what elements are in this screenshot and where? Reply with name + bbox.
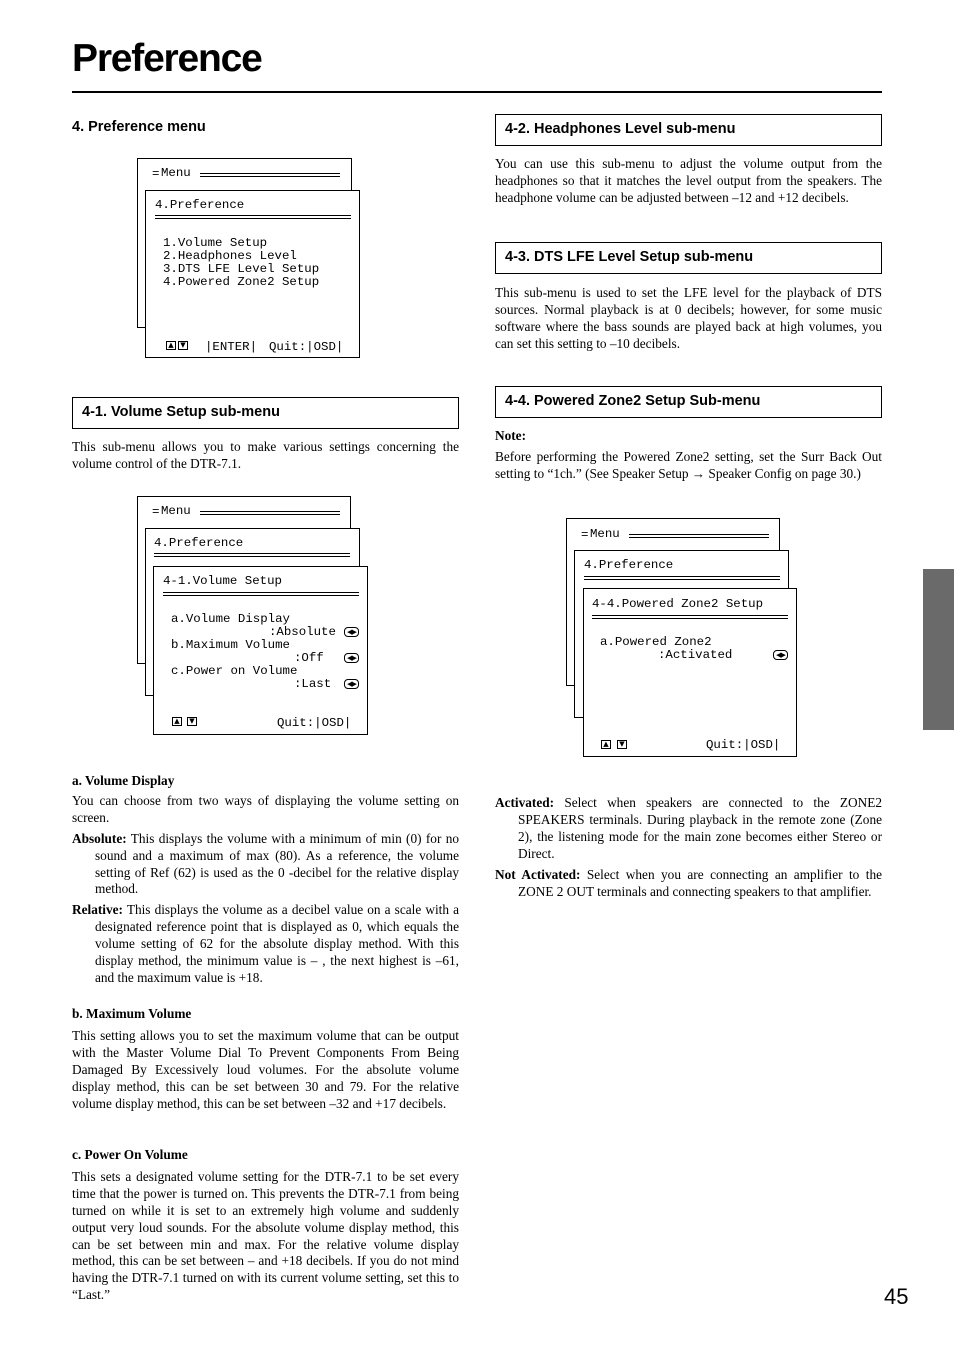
volume-display-value: :Absolute <box>269 625 336 639</box>
powered-zone2-heading: 4-4. Powered Zone2 Setup Sub-menu <box>495 386 882 418</box>
powered-zone2-option[interactable]: a.Powered Zone2 <box>600 635 712 649</box>
relative-item <box>72 902 459 987</box>
menu-item-dts-lfe-level-setup[interactable]: 3.DTS LFE Level Setup <box>163 262 320 276</box>
maximum-volume-section <box>72 1006 459 1112</box>
page-number: 45 <box>884 1284 909 1309</box>
activated-label: Activated: <box>495 795 555 810</box>
maximum-volume-title: b. Maximum Volume <box>72 1006 192 1021</box>
relative-label: Relative: <box>72 902 123 918</box>
volume-setup-heading: 4-1. Volume Setup sub-menu <box>72 397 459 429</box>
enter-hint: |ENTER| <box>205 340 258 354</box>
relative-text: This displays the volume as a decibel value on a scale with a designated reference point that is displayed as 0, which equals the volume setting of 62 for the absolute display method. With this display method, the minimum value is – , the next highest is –61, and the maximum value is +18. <box>95 902 459 985</box>
maximum-volume-text: This setting allows you to set the maximum volume that can be output with the Master Volume Dial To Prevent Components From Being Damaged By Excessively loud volumes. For the absolute volume display method, this can be set between 30 and 79. For the relative volume display method, this can be set between –32 and +17 decibels. <box>72 1027 459 1111</box>
quit-hint: Quit:|OSD| <box>277 716 352 730</box>
menu-item-volume-setup[interactable]: 1.Volume Setup <box>163 236 268 250</box>
menu-label: Menu <box>161 504 191 518</box>
powered-zone2-title: 4-4.Powered Zone2 Setup <box>592 597 764 611</box>
activated-item <box>495 795 882 863</box>
menu-item-headphones-level[interactable]: 2.Headphones Level <box>163 249 297 263</box>
powered-zone2-window <box>583 588 797 757</box>
volume-display-option[interactable]: a.Volume Display <box>171 612 290 626</box>
absolute-item <box>72 831 459 899</box>
down-arrow-icon: ▼ <box>187 717 197 726</box>
up-arrow-icon: ▲ <box>172 717 182 726</box>
note-label: Note: <box>495 428 527 443</box>
menu-window-back: = Menu <box>137 496 351 664</box>
power-on-volume-section <box>72 1147 459 1304</box>
headphones-level-heading: 4-2. Headphones Level sub-menu <box>495 114 882 146</box>
note-text: Before performing the Powered Zone2 setting, set the Surr Back Out setting to “1ch.” (See Speaker Setup → Speaker Config on page 30.) <box>495 448 882 481</box>
powered-zone2-screen <box>566 518 798 758</box>
menu-item-powered-zone2-setup[interactable]: 4.Powered Zone2 Setup <box>163 275 320 289</box>
not-activated-label: Not Activated: <box>495 866 581 882</box>
power-on-volume-title: c. Power On Volume <box>72 1147 188 1162</box>
volume-display-section <box>72 773 459 987</box>
note-section <box>495 428 882 483</box>
absolute-label: Absolute: <box>72 830 127 846</box>
volume-display-text: You can choose from two ways of displaying the volume setting on screen. <box>72 792 459 825</box>
volume-setup-window <box>153 566 368 735</box>
volume-setup-intro: This sub-menu allows you to make various settings concerning the volume control of the DTR-7.1. <box>72 439 459 471</box>
left-right-arrow-icon: ◀▶ <box>773 650 788 660</box>
left-right-arrow-icon: ◀▶ <box>344 627 359 637</box>
menu-window-back: = Menu <box>137 158 352 328</box>
headphones-level-text: You can use this sub-menu to adjust the volume output from the headphones so that it matches the level output from the speakers. The headphone volume can be adjusted between –12 and +12 decibels. <box>495 156 882 205</box>
quit-hint: Quit:|OSD| <box>269 340 344 354</box>
maximum-volume-option[interactable]: b.Maximum Volume <box>171 638 290 652</box>
power-on-volume-option[interactable]: c.Power on Volume <box>171 664 298 678</box>
volume-setup-title: 4-1.Volume Setup <box>163 574 282 588</box>
left-right-arrow-icon: ◀▶ <box>344 679 359 689</box>
up-arrow-icon: ▲ <box>166 341 176 350</box>
power-on-volume-value: :Last <box>294 677 332 691</box>
powered-zone2-value: :Activated <box>658 648 733 662</box>
up-arrow-icon: ▲ <box>601 740 611 749</box>
preference-menu-screen <box>137 158 367 360</box>
menu-label: Menu <box>590 527 620 541</box>
down-arrow-icon: ▼ <box>617 740 627 749</box>
preference-window <box>145 190 360 358</box>
preference-label: 4.Preference <box>155 198 245 212</box>
preference-menu-heading: 4. Preference menu <box>72 119 206 135</box>
zone2-options <box>495 795 882 900</box>
preference-label: 4.Preference <box>584 558 674 572</box>
maximum-volume-value: :Off <box>294 651 324 665</box>
title-rule <box>72 91 882 93</box>
preference-label: 4.Preference <box>154 536 244 550</box>
not-activated-item <box>495 867 882 901</box>
section-thumb-tab <box>923 569 954 730</box>
volume-display-title: a. Volume Display <box>72 773 175 788</box>
menu-label: Menu <box>161 166 191 180</box>
activated-text: Select when speakers are connected to the ZONE2 SPEAKERS terminals. During playback in the remote zone (Zone 2), the listening mode for the main zone becomes either Stereo or Direct. <box>518 795 882 861</box>
dts-lfe-heading: 4-3. DTS LFE Level Setup sub-menu <box>495 242 882 274</box>
volume-setup-screen <box>137 496 369 736</box>
power-on-volume-text: This sets a designated volume setting for the DTR-7.1 to be set every time that the power is turned on. This prevents the DTR-7.1 from being turned on while it is set to an extremely high volume and suddenly output very loud sounds. For the absolute volume display method, this can be set between min and max. For the relative volume display method, this can be set between – and +18 decibels. If you do not mind having the DTR-7.1 turned on with its current volume setting, set this to “Last.” <box>72 1168 459 1303</box>
left-right-arrow-icon: ◀▶ <box>344 653 359 663</box>
not-activated-text: Select when you are connecting an amplifier to the ZONE 2 OUT terminals and connecting speakers to that amplifier. <box>518 866 882 899</box>
dts-lfe-text: This sub-menu is used to set the LFE level for the playback of DTS sources. Normal playback is at 0 decibels; however, for some music software where the bass sounds are played back at high volumes, you can set this setting to –10 decibels. <box>495 285 882 351</box>
down-arrow-icon: ▼ <box>178 341 188 350</box>
quit-hint: Quit:|OSD| <box>706 738 781 752</box>
menu-window-back: = Menu <box>566 518 780 686</box>
page-title: Preference <box>72 37 262 80</box>
absolute-text: This displays the volume with a minimum of min (0) for no sound and a maximum of max (80). As a reference, the volume setting of Ref (62) is used as the 0 -decibel for the relative display method. <box>95 830 459 897</box>
